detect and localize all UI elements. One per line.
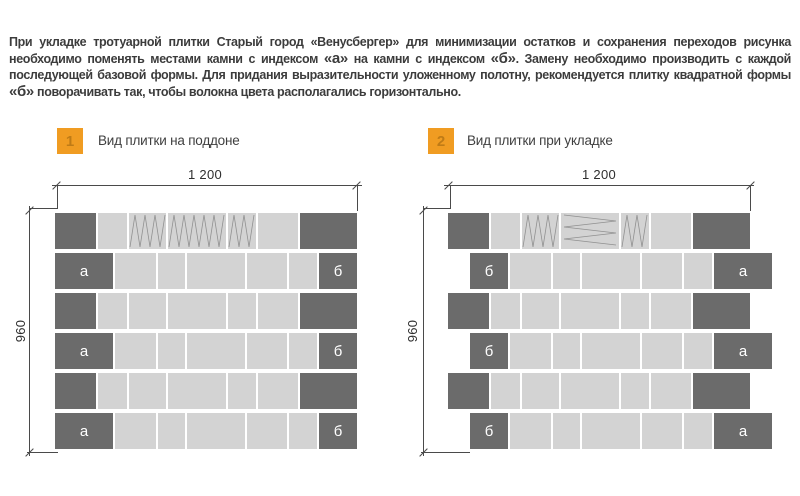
tile-index-highlight: «а»	[323, 49, 348, 67]
extension-line	[450, 186, 451, 208]
tile-light	[582, 333, 640, 369]
intro-text: . Замену необходимо производить с каждой последующей базовой формы. Для придания выразительности уложенному полотну, рекомендуется плитку квадратной формы	[9, 51, 791, 82]
tile-dark	[448, 373, 489, 409]
tile-light	[187, 253, 245, 289]
tile-index-label: б	[484, 262, 494, 280]
tile-light	[553, 413, 580, 449]
tile-index-label: а	[738, 422, 748, 440]
grain-hatch-vertical-icon	[168, 213, 226, 249]
tile-light	[491, 293, 520, 329]
tile-dark	[300, 373, 357, 409]
tile-light	[561, 293, 619, 329]
tile-dark	[55, 293, 96, 329]
grain-hatch-vertical-icon	[129, 213, 166, 249]
tile-light	[158, 333, 185, 369]
tile-dark	[55, 213, 96, 249]
grain-hatch-vertical-icon	[228, 213, 256, 249]
tile-light	[621, 293, 649, 329]
tile-light	[561, 373, 619, 409]
tile-light	[115, 333, 156, 369]
tile-index-label: б	[333, 342, 343, 360]
intro-text: поворачивать так, чтобы волокна цвета располагались горизонтально.	[33, 84, 461, 99]
tile-light	[115, 253, 156, 289]
extension-line	[57, 186, 58, 208]
section-1-number-badge: 1	[57, 128, 83, 154]
tile-a	[55, 333, 113, 369]
extension-line	[357, 186, 358, 211]
grain-hatch-vertical-icon	[621, 213, 649, 249]
tile-index-label: б	[333, 422, 343, 440]
tile-hatched	[129, 213, 166, 249]
tile-light	[129, 293, 166, 329]
tile-dark	[448, 293, 489, 329]
tile-light	[621, 373, 649, 409]
extension-line	[750, 186, 751, 211]
tile-hatched	[168, 213, 226, 249]
extension-line	[29, 208, 58, 209]
height-dimension-label: 960	[13, 319, 28, 343]
tile-light	[651, 213, 691, 249]
tile-dark	[693, 213, 750, 249]
tile-dark	[300, 213, 357, 249]
tile-light	[684, 333, 712, 369]
tile-light	[158, 253, 185, 289]
tile-dark	[693, 373, 750, 409]
tile-b	[319, 333, 357, 369]
tile-light	[553, 253, 580, 289]
extension-line	[421, 452, 470, 453]
tile-light	[98, 213, 127, 249]
tile-index-label: а	[738, 342, 748, 360]
tile-light	[684, 253, 712, 289]
tile-dark	[55, 373, 96, 409]
tile-light	[651, 373, 691, 409]
tile-index-label: а	[79, 422, 89, 440]
tile-light	[247, 333, 287, 369]
tile-light	[168, 373, 226, 409]
tile-light	[247, 413, 287, 449]
section-1-title: Вид плитки на поддоне	[98, 133, 240, 148]
tile-light	[510, 253, 551, 289]
tile-light	[510, 413, 551, 449]
tile-index-label: а	[738, 262, 748, 280]
tile-light	[651, 293, 691, 329]
intro-text: При укладке тротуарной плитки Старый город «Венусбергер» для минимизации остатков и сохранения переходов рисунка необходимо поменять местами камни с индексом	[9, 35, 791, 66]
intro-paragraph	[9, 34, 791, 100]
width-dimension-label: 1 200	[581, 167, 617, 182]
tile-light	[642, 253, 682, 289]
tile-index-label: б	[333, 262, 343, 280]
height-dimension-line	[29, 206, 30, 456]
tile-hatched	[561, 213, 619, 249]
tile-dark	[300, 293, 357, 329]
grain-hatch-horizontal-icon	[561, 213, 619, 249]
tile-b	[470, 253, 508, 289]
tile-a	[55, 253, 113, 289]
width-dimension-line	[52, 185, 362, 186]
tile-hatched	[522, 213, 559, 249]
tile-hatched	[621, 213, 649, 249]
height-dimension-line	[423, 206, 424, 456]
tile-light	[642, 413, 682, 449]
tile-index-highlight: «б»	[9, 82, 34, 100]
tile-light	[98, 373, 127, 409]
tile-a	[714, 413, 772, 449]
intro-text: на камни с индексом	[347, 51, 491, 66]
width-dimension-line	[444, 185, 754, 186]
tile-light	[522, 293, 559, 329]
tile-light	[98, 293, 127, 329]
tile-dark	[693, 293, 750, 329]
tile-light	[258, 293, 298, 329]
tile-a	[55, 413, 113, 449]
tile-a	[714, 253, 772, 289]
tile-a	[714, 333, 772, 369]
tile-light	[491, 373, 520, 409]
tile-light	[258, 213, 298, 249]
tile-light	[522, 373, 559, 409]
tile-index-label: а	[79, 342, 89, 360]
width-dimension-label: 1 200	[187, 167, 223, 182]
tile-index-label: б	[484, 422, 494, 440]
tile-b	[470, 413, 508, 449]
tile-light	[228, 373, 256, 409]
tile-light	[684, 413, 712, 449]
tile-light	[491, 213, 520, 249]
tile-light	[289, 333, 317, 369]
tile-light	[642, 333, 682, 369]
tile-light	[510, 333, 551, 369]
tile-index-label: а	[79, 262, 89, 280]
extension-line	[27, 452, 58, 453]
tile-light	[553, 333, 580, 369]
tile-light	[115, 413, 156, 449]
tile-light	[168, 293, 226, 329]
tile-light	[258, 373, 298, 409]
tile-light	[247, 253, 287, 289]
tile-b	[319, 413, 357, 449]
section-2-number-badge: 2	[428, 128, 454, 154]
section-2-title: Вид плитки при укладке	[467, 133, 613, 148]
tile-light	[187, 333, 245, 369]
tile-light	[289, 253, 317, 289]
tile-index-highlight: «б»	[490, 49, 516, 67]
tile-dark	[448, 213, 489, 249]
tile-light	[289, 413, 317, 449]
tile-light	[582, 253, 640, 289]
tile-light	[582, 413, 640, 449]
grain-hatch-vertical-icon	[522, 213, 559, 249]
extension-line	[423, 208, 451, 209]
height-dimension-label: 960	[405, 319, 420, 343]
tile-light	[228, 293, 256, 329]
tile-index-label: б	[484, 342, 494, 360]
tile-b	[470, 333, 508, 369]
tile-light	[129, 373, 166, 409]
tile-b	[319, 253, 357, 289]
tile-hatched	[228, 213, 256, 249]
tile-light	[187, 413, 245, 449]
tile-light	[158, 413, 185, 449]
